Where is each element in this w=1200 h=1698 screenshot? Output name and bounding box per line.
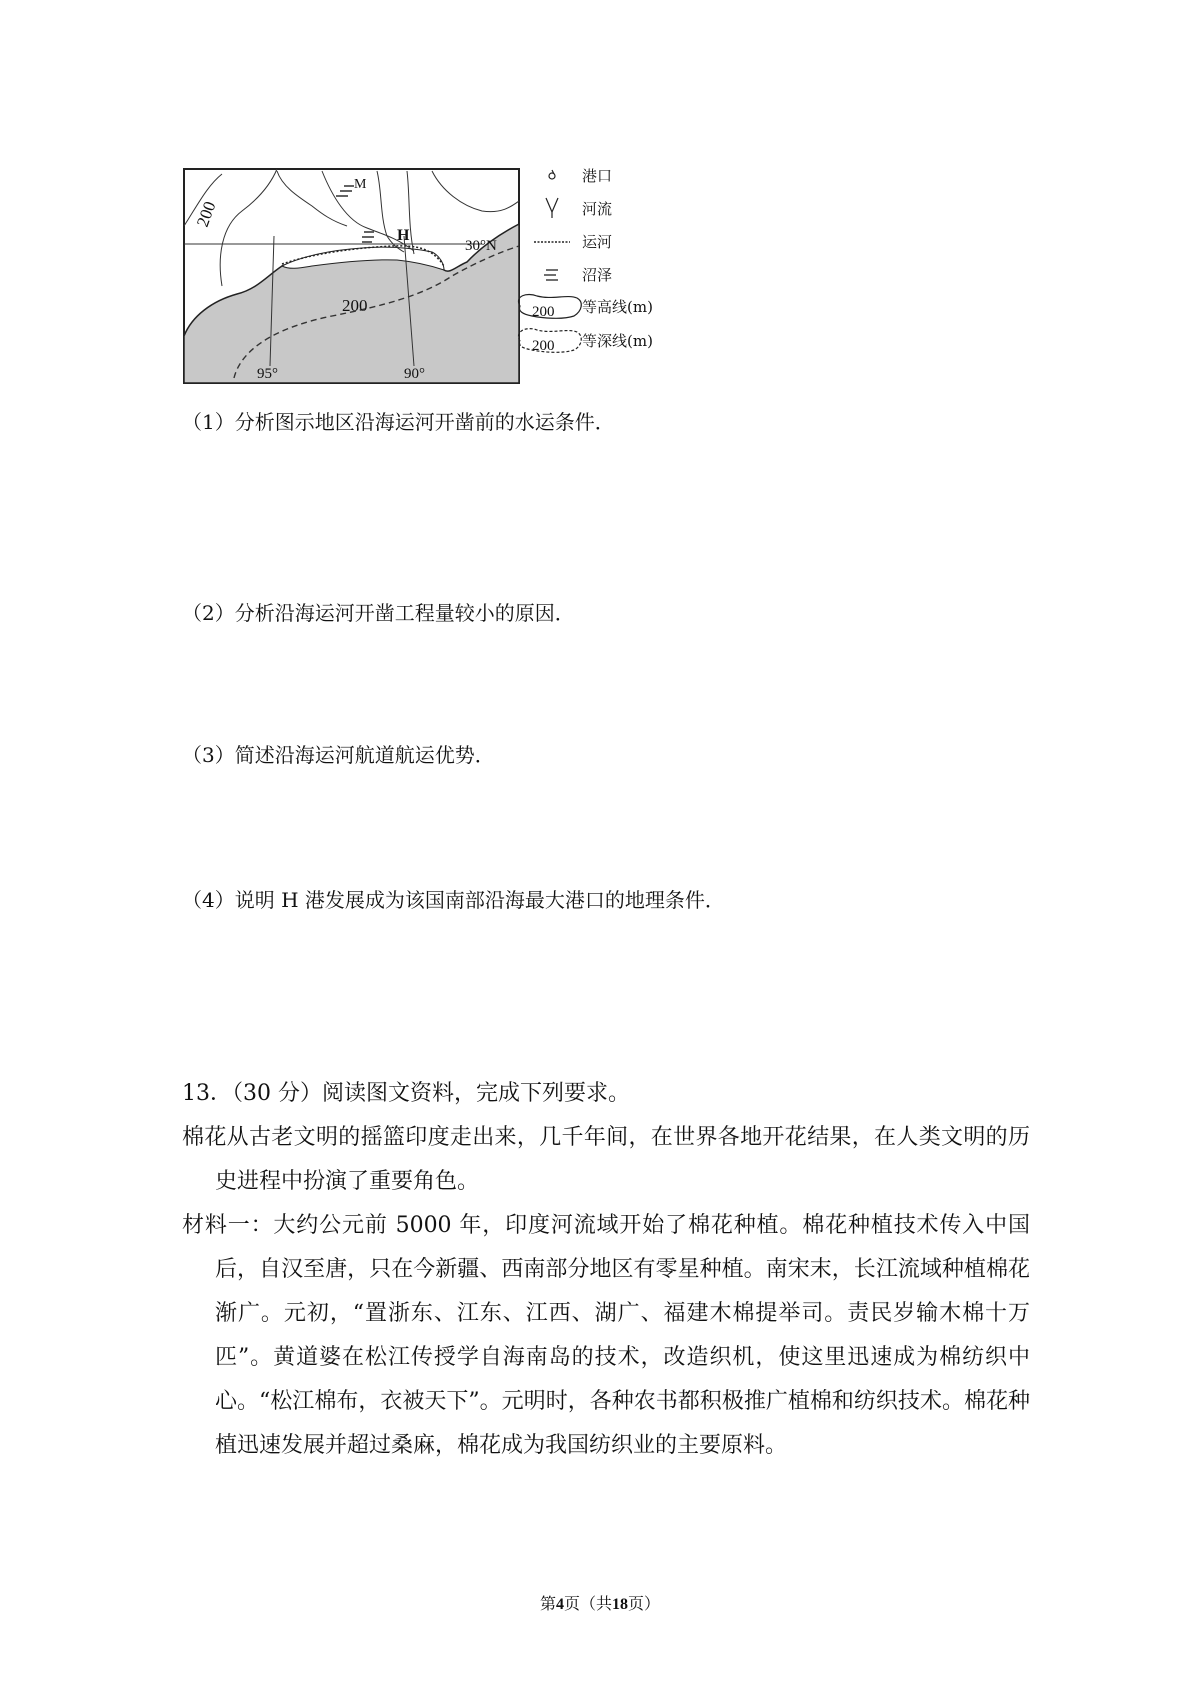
- legend-depth-sample: 200: [532, 338, 555, 354]
- map-figure: [182, 166, 732, 386]
- label-95: 95°: [257, 366, 278, 382]
- footer-total-pages: 18: [612, 1596, 628, 1613]
- question-4: （4）说明 H 港发展成为该国南部沿海最大港口的地理条件．: [182, 888, 725, 912]
- question-13-heading: 13．（30 分）阅读图文资料，完成下列要求。: [182, 1081, 630, 1106]
- legend-contour-label: 等高线(m): [582, 298, 653, 316]
- river-icon: [546, 198, 558, 218]
- contour-label-200-land: 200: [192, 198, 220, 230]
- legend-river-label: 河流: [582, 200, 613, 218]
- footer-page-number: 4: [555, 1596, 564, 1613]
- label-h: H: [397, 227, 410, 244]
- footer-mid: 页（共: [563, 1594, 612, 1613]
- legend-depth-label: 等深线(m): [582, 332, 653, 350]
- legend-port-label: 港口: [582, 167, 613, 185]
- question-3: （3）简述沿海运河航道航运优势．: [182, 743, 495, 767]
- depth-label-200-sea: 200: [342, 296, 368, 315]
- question-2: （2）分析沿海运河开凿工程量较小的原因．: [182, 601, 575, 625]
- legend-marsh-label: 沼泽: [582, 266, 613, 284]
- map-svg: [182, 166, 732, 386]
- legend-canal-label: 运河: [582, 233, 613, 251]
- footer-suffix: 页）: [628, 1594, 661, 1613]
- legend-contour-sample: 200: [532, 304, 555, 320]
- marsh-icon: [544, 270, 558, 280]
- label-30n: 30°N: [465, 238, 497, 254]
- label-m: M: [354, 177, 367, 192]
- material-1: 材料一：大约公元前 5000 年，印度河流域开始了棉花种植。棉花种植技术传入中国后，自汉至唐，只在今新疆、西南部分地区有零星种植。南宋末，长江流域种植棉花渐广。元初，“置浙东、江东、江西、湖广、福建木棉提举司。责民岁输木棉十万匹”。黄道婆在松江传授学自海南岛的技术，改造织机，使这里迅速成为棉纺织中心。“松江棉布，衣被天下”。元明时，各种农书都积极推广植棉和纺织技术。棉花种植迅速发展并超过桑麻，棉花成为我国纺织业的主要原料。: [182, 1213, 1030, 1458]
- port-icon: [549, 170, 555, 179]
- footer-prefix: 第: [539, 1594, 556, 1613]
- question-1: （1）分析图示地区沿海运河开凿前的水运条件．: [182, 410, 615, 434]
- page-footer: [0, 1592, 1200, 1617]
- question-13-intro: 棉花从古老文明的摇篮印度走出来，几千年间，在世界各地开花结果，在人类文明的历史进程中扮演了重要角色。: [182, 1125, 1030, 1194]
- label-90: 90°: [404, 366, 425, 382]
- map-legend: [518, 167, 652, 354]
